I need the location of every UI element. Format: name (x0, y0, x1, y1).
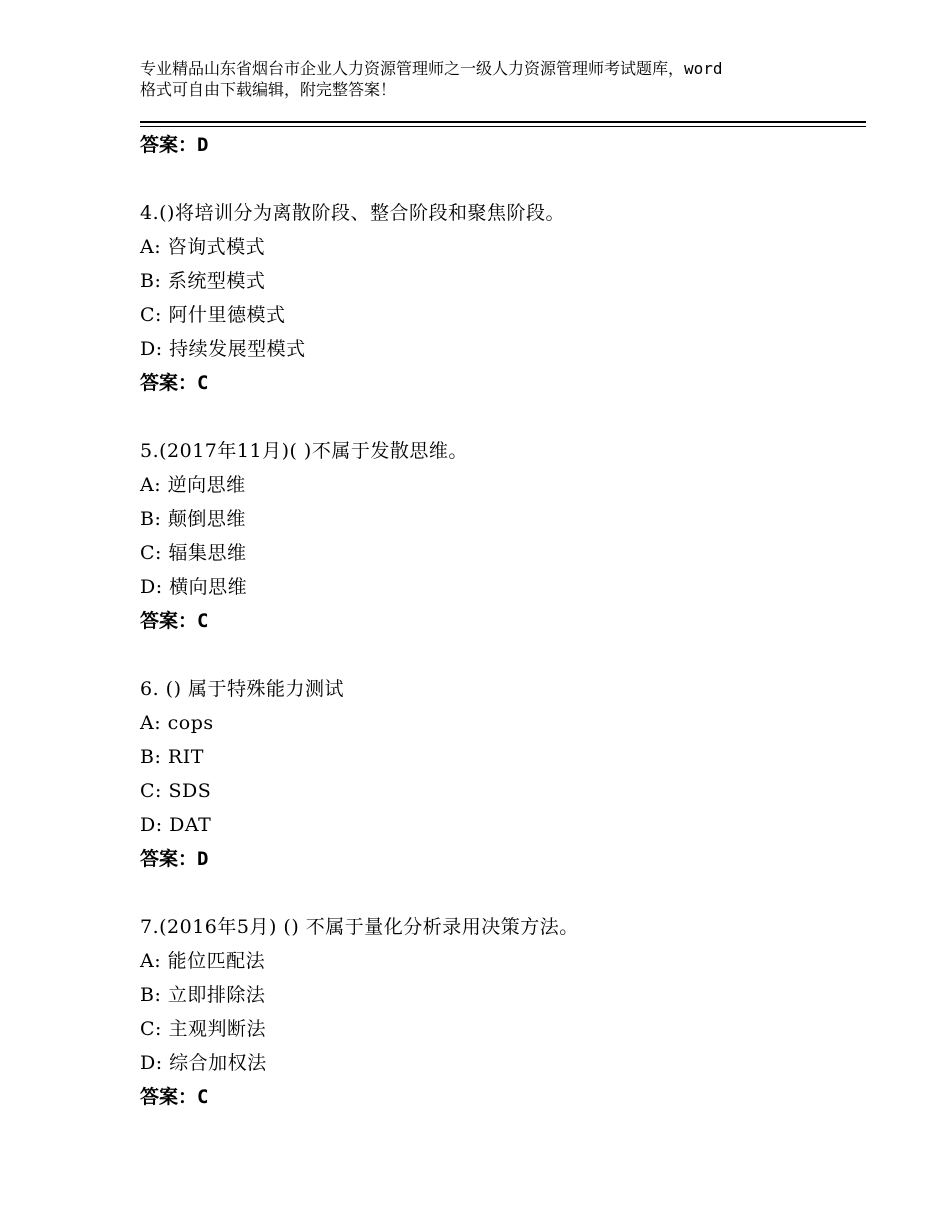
option-a: A: 逆向思维 (140, 474, 246, 496)
question-7 (140, 910, 860, 1114)
header-line-2: 格式可自由下载编辑，附完整答案！ (140, 80, 397, 99)
question-5 (140, 434, 860, 638)
option-a: A: 咨询式模式 (140, 236, 266, 258)
option-d: D: 综合加权法 (140, 1052, 267, 1074)
option-d: D: DAT (140, 814, 212, 836)
question-stem: 5.(2017年11月)( )不属于发散思维。 (140, 440, 468, 462)
header-line-1: 专业精品山东省烟台市企业人力资源管理师之一级人力资源管理师考试题库，word (140, 59, 723, 78)
option-c: C: 辐集思维 (140, 542, 247, 564)
question-stem: 6. () 属于特殊能力测试 (140, 678, 345, 700)
option-a: A: 能位匹配法 (140, 950, 266, 972)
question-stem: 7.(2016年5月) () 不属于量化分析录用决策方法。 (140, 916, 579, 938)
question-list (140, 128, 860, 1114)
option-b: B: 立即排除法 (140, 984, 266, 1006)
option-b: B: RIT (140, 746, 204, 768)
document-header (140, 58, 830, 100)
option-b: B: 颠倒思维 (140, 508, 246, 530)
question-answer: 答案：D (140, 848, 209, 870)
option-b: B: 系统型模式 (140, 270, 266, 292)
question-4 (140, 196, 860, 400)
question-6 (140, 672, 860, 876)
question-stem: 4.()将培训分为离散阶段、整合阶段和聚焦阶段。 (140, 202, 565, 224)
option-a: A: cops (140, 712, 214, 734)
option-c: C: 主观判断法 (140, 1018, 266, 1040)
question-answer: 答案：C (140, 372, 209, 394)
option-c: C: SDS (140, 780, 212, 802)
question-answer: 答案：C (140, 1086, 209, 1108)
option-d: D: 横向思维 (140, 576, 248, 598)
header-rule-thick (140, 121, 866, 123)
previous-answer: 答案：D (140, 134, 209, 156)
option-d: D: 持续发展型模式 (140, 338, 306, 360)
question-answer: 答案：C (140, 610, 209, 632)
option-c: C: 阿什里德模式 (140, 304, 286, 326)
header-rule-thin (140, 126, 866, 127)
